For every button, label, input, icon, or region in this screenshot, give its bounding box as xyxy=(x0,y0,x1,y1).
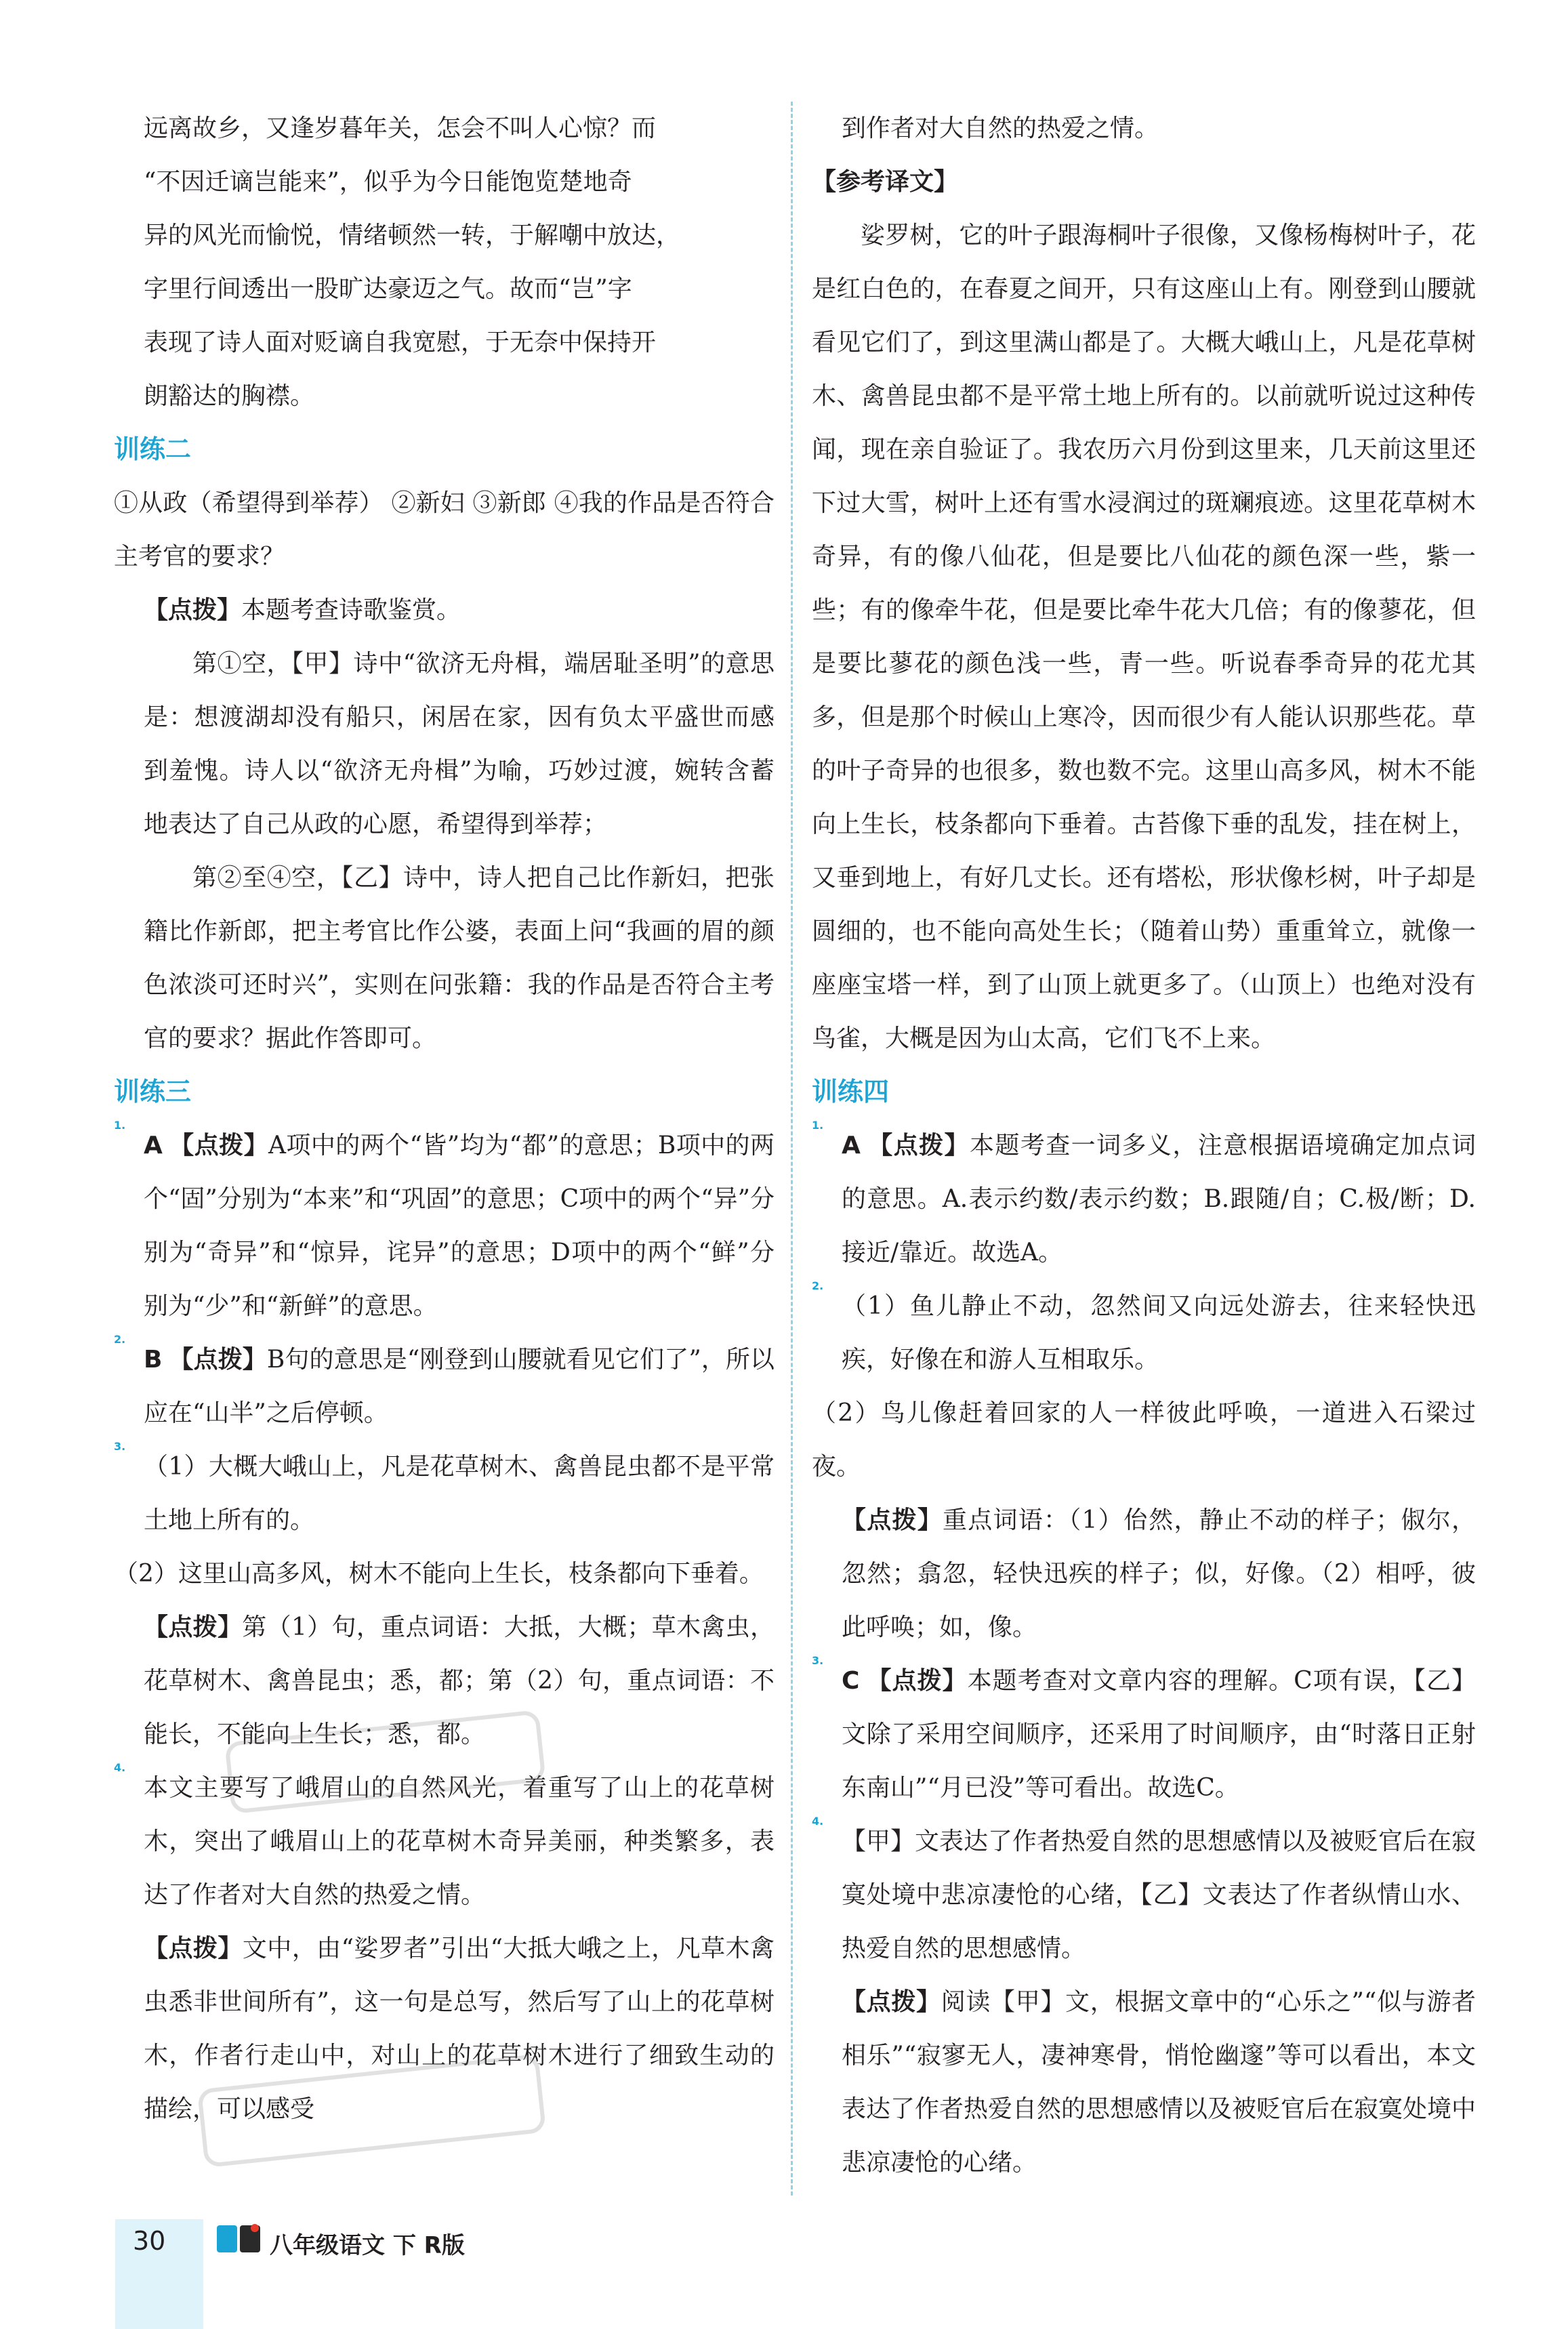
question-number: 3. xyxy=(114,1440,126,1453)
question-3 xyxy=(114,1440,775,1547)
intro-paragraph xyxy=(114,102,775,423)
tip-text: B句的意思是“刚登到山腰就看见它们了”，所以应在“山半”之后停顿。 xyxy=(144,1346,775,1427)
left-column xyxy=(114,102,775,2136)
question-2-tip xyxy=(812,1493,1476,1654)
question-1 xyxy=(812,1119,1476,1279)
section-2-tip xyxy=(114,583,775,637)
tip-text: 重点词语：（1）佁然，静止不动的样子；俶尔，忽然；翕忽，轻快迅疾的样子；似，好像。（2）相呼，彼此呼唤；如，像。 xyxy=(842,1506,1476,1641)
page-number: 30 xyxy=(133,2226,166,2256)
question-number: 2. xyxy=(812,1279,824,1292)
section-2-answer: ①从政（希望得到举荐） ②新妇 ③新郎 ④我的作品是否符合主考官的要求？ xyxy=(114,489,775,571)
section-2-paragraph-1: 第①空，【甲】诗中“欲济无舟楫，端居耻圣明”的意思是：想渡湖却没有船只，闲居在家，因有负太平盛世而感到羞愧。诗人以“欲济无舟楫”为喻，巧妙过渡，婉转含蓄地表达了自己从政的心愿，希望得到举荐； xyxy=(144,650,775,838)
tip-text: 本题考查诗歌鉴赏。 xyxy=(241,596,461,624)
translation-text: 娑罗树，它的叶子跟海桐叶子很像，又像杨梅树叶子，花是红白色的，在春夏之间开，只有这座山上有。刚登到山腰就看见它们了，到这里满山都是了。大概大峨山上，凡是花草树木、禽兽昆虫都不是平常土地上所有的。以前就听说过这种传闻，现在亲自验证了。我农历六月份到这里来，几天前这里还下过大雪，树叶上还有雪水浸润过的斑斓痕迹。这里花草树木奇异，有的像八仙花，但是要比八仙花的颜色深一些，紫一些；有的像牵牛花，但是要比牵牛花大几倍；有的像蓼花，但是要比蓼花的颜色浅一些，青一些。听说春季奇异的花尤其多，但是那个时候山上寒冷，因而很少有人能认识那些花。草的叶子奇异的也很多，数也数不完。这里山高多风，树木不能向上生长，枝条都向下垂着。古苔像下垂的乱发，挂在树上，又垂到地上，有好几丈长。还有塔松，形状像杉树，叶子却是圆细的，也不能向高处生长；（随着山势）重重耸立，就像一座座宝塔一样，到了山顶上就更多了。（山顶上）也绝对没有鸟雀，大概是因为山太高，它们飞不上来。 xyxy=(812,222,1476,1052)
question-number: 4. xyxy=(812,1815,824,1828)
intro-line: 朗豁达的胸襟。 xyxy=(144,382,315,410)
answer-part-1: （1）大概大峨山上，凡是花草树木、禽兽昆虫都不是平常土地上所有的。 xyxy=(144,1453,775,1534)
question-4 xyxy=(114,1761,775,1922)
question-3 xyxy=(812,1654,1476,1815)
column-divider xyxy=(791,102,793,2196)
book-title: 八年级语文 下 R版 xyxy=(270,2232,465,2259)
question-2 xyxy=(114,1333,775,1440)
question-4-tip xyxy=(812,1975,1476,2189)
tip-tag: 【点拨】 xyxy=(169,1346,267,1374)
question-number: 4. xyxy=(114,1761,126,1774)
tip-text: A项中的两个“皆”均为“都”的意思；B项中的两个“固”分别为“本来”和“巩固”的意思；C项中的两个“异”分别为“奇异”和“惊异，诧异”的意思；D项中的两个“鲜”分别为“少”和“新鲜”的意思。 xyxy=(144,1132,775,1320)
answer-part-2: （2）这里山高多风，树木不能向上生长，枝条都向下垂着。 xyxy=(114,1560,764,1588)
tip-text: 阅读【甲】文，根据文章中的“心乐之”“似与游者相乐”“寂寥无人，凄神寒骨，悄怆幽邃”等可以看出，本文表达了作者热爱自然的思想感情以及被贬官后在寂寞处境中悲凉凄怆的心绪。 xyxy=(842,1988,1477,2177)
section-heading-3: 训练三 xyxy=(114,1077,192,1107)
tip-tag: 【点拨】 xyxy=(866,1667,968,1695)
answer-part-1: （1）鱼儿静止不动，忽然间又向远处游去，往来轻快迅疾，好像在和游人互相取乐。 xyxy=(842,1292,1476,1374)
tip-tag: 【点拨】 xyxy=(169,1132,268,1159)
question-1 xyxy=(114,1119,775,1333)
tip-text: 文中，由“娑罗者”引出“大抵大峨之上，凡草木禽虫悉非世间所有”，这一句是总写，然后写了山上的花草树木，作者行走山中，对山上的花草树木进行了细致生动的描绘，可以感受 xyxy=(144,1935,775,2123)
question-number: 1. xyxy=(114,1119,126,1132)
tip-text: 本题考查一词多义，注意根据语境确定加点词的意思。A.表示约数/表示约数；B.跟随/自；C.极/断；D.接近/靠近。故选A。 xyxy=(842,1132,1476,1266)
answer-part-2: （2）鸟儿像赶着回家的人一样彼此呼唤，一道进入石梁过夜。 xyxy=(812,1399,1476,1481)
publisher-logo xyxy=(215,2221,263,2256)
tip-tag: 【点拨】 xyxy=(867,1132,970,1159)
question-number: 1. xyxy=(812,1119,824,1132)
translation-heading: 【参考译文】 xyxy=(812,168,959,196)
right-column xyxy=(812,102,1476,2189)
answer-letter: A xyxy=(842,1132,861,1159)
section-heading-2: 训练二 xyxy=(114,434,192,464)
answer-letter: C xyxy=(842,1667,860,1695)
question-2 xyxy=(812,1279,1476,1386)
answer-text: 本文主要写了峨眉山的自然风光，着重写了山上的花草树木，突出了峨眉山上的花草树木奇异美丽，种类繁多，表达了作者对大自然的热爱之情。 xyxy=(144,1774,775,1909)
tip-tag: 【点拨】 xyxy=(144,1935,243,1962)
answer-text: 【甲】文表达了作者热爱自然的思想感情以及被贬官后在寂寞处境中悲凉凄怆的心绪，【乙】文表达了作者纵情山水、热爱自然的思想感情。 xyxy=(842,1828,1477,1962)
continued-text: 到作者对大自然的热爱之情。 xyxy=(842,115,1159,142)
intro-line: 表现了诗人面对贬谪自我宽慰，于无奈中保持开 xyxy=(144,329,657,356)
tip-text: 本题考查对文章内容的理解。C项有误，【乙】文除了采用空间顺序，还采用了时间顺序，由“时落日正射东南山”“月已没”等可看出。故选C。 xyxy=(842,1667,1476,1802)
intro-line: 字里行间透出一股旷达豪迈之气。故而“岂”字 xyxy=(144,275,632,303)
question-number: 2. xyxy=(114,1333,126,1346)
question-4-tip xyxy=(114,1922,775,2136)
section-2-paragraph-2: 第②至④空，【乙】诗中，诗人把自己比作新妇，把张籍比作新郎，把主考官比作公婆，表面上问“我画的眉的颜色浓淡可还时兴”，实则在问张籍：我的作品是否符合主考官的要求？据此作答即可。 xyxy=(144,864,775,1052)
tip-tag: 【点拨】 xyxy=(842,1506,943,1534)
intro-line: 远离故乡，又逢岁暮年关，怎会不叫人心惊？而 xyxy=(144,115,657,142)
question-number: 3. xyxy=(812,1654,824,1667)
intro-line: 异的风光而愉悦，情绪顿然一转，于解嘲中放达， xyxy=(144,222,681,249)
answer-letter: B xyxy=(144,1346,163,1374)
question-4 xyxy=(812,1815,1476,1975)
tip-tag: 【点拨】 xyxy=(144,596,242,624)
answer-letter: A xyxy=(144,1132,163,1159)
section-heading-4: 训练四 xyxy=(812,1077,890,1107)
tip-text: 第（1）句，重点词语：大抵，大概；草木禽虫，花草树木、禽兽昆虫；悉，都；第（2）句，重点词语：不能长，不能向上生长；悉，都。 xyxy=(144,1613,775,1748)
intro-line: “不因迁谪岂能来”，似乎为今日能饱览楚地奇 xyxy=(144,168,632,196)
tip-tag: 【点拨】 xyxy=(144,1613,243,1641)
question-3-tip xyxy=(114,1601,775,1761)
tip-tag: 【点拨】 xyxy=(842,1988,941,2016)
